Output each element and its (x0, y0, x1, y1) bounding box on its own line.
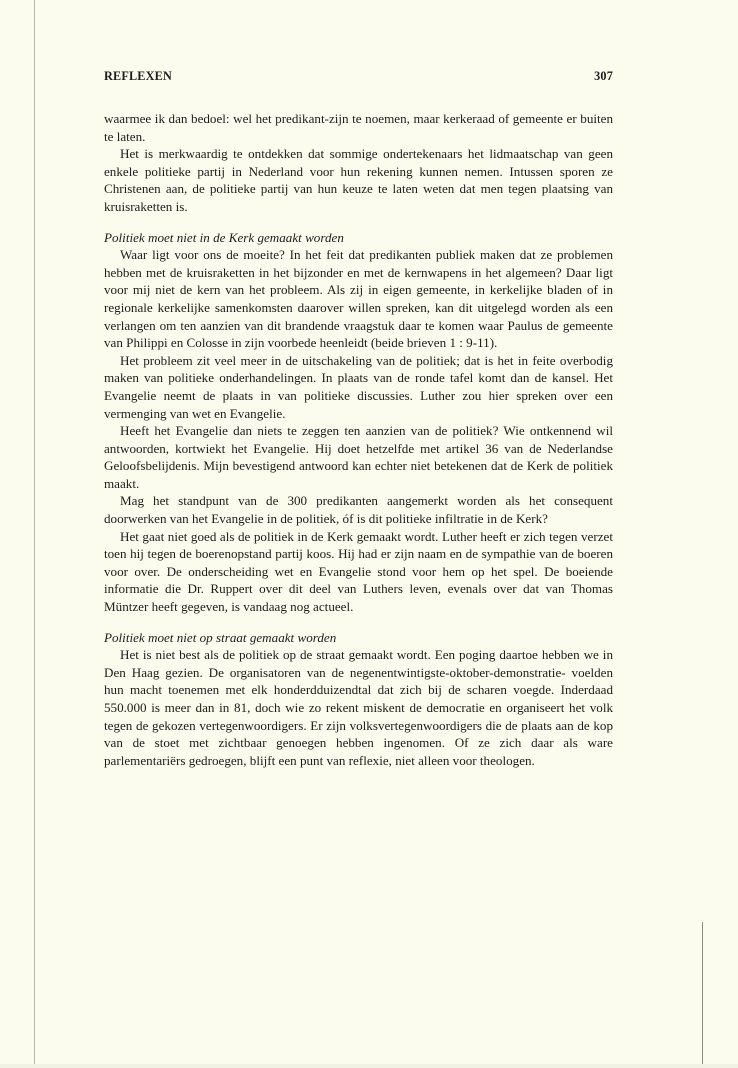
running-title: REFLEXEN (104, 69, 172, 83)
section-heading: Politiek moet niet op straat gemaakt worden (104, 629, 337, 645)
body-text (104, 110, 613, 769)
page-edge-right (702, 922, 703, 1068)
page-edge-bottom (0, 1064, 738, 1068)
paragraph: waarmee ik dan bedoel: wel het predikant-zijn te noemen, maar kerkeraad of gemeente er buiten te laten. (104, 111, 613, 144)
page-edge-left (34, 0, 35, 1068)
paragraph: Heeft het Evangelie dan niets te zeggen ten aanzien van de politiek? Wie ontkennend wil antwoorden, kortwiekt het Evangelie. Hij doet hetzelfde met artikel 36 van de Nederlandse Geloofsbelijdenis. Mijn bevestigend antwoord kan echter niet betekenen dat de Kerk de politiek maakt. (104, 423, 613, 491)
running-head (104, 69, 613, 84)
paragraph: Het gaat niet goed als de politiek in de Kerk gemaakt wordt. Luther heeft er zich tegen verzet toen hij tegen de boerenopstand partij koos. Hij had er zijn naam en de sympathie van de boeren voor over. De onderscheiding wet en Evangelie stond voor hem op het spel. De boeiende informatie die Dr. Ruppert over dit deel van Luthers leven, evenals over dat van Thomas Müntzer heeft gegeven, is vandaag nog actueel. (104, 528, 613, 615)
paragraph: Mag het standpunt van de 300 predikanten aangemerkt worden als het consequent doorwerken van het Evangelie in de politiek, óf is dit politieke infiltratie in de Kerk? (104, 493, 613, 527)
section-heading: Politiek moet niet in de Kerk gemaakt worden (104, 229, 344, 245)
paragraph: Waar ligt voor ons de moeite? In het feit dat predikanten publiek maken dat ze problemen hebben met de kruisraketten in het bijzonder en met de kernwapens in het algemeen? Daar ligt voor mij niet de kern van het probleem. Als zij in eigen gemeente, in kerkelijke bladen of in regionale kerkelijke samenkomsten daarover willen spreken, kan dit uitgelegd worden als een verlangen om ten aanzien van dit brandende vraagstuk daar te komen waar Paulus de gemeente van Philippi en Colosse in zijn voorbede heenleidt (beide brieven 1 : 9-11). (104, 247, 613, 351)
paragraph: Het is niet best als de politiek op de straat gemaakt wordt. Een poging daartoe hebben we in Den Haag gezien. De organisatoren van de negenentwintigste-oktober-demonstratie- voelden hun macht toenemen met elk honderdduizendtal dat zich bij de scharen voegde. Inderdaad 550.000 is meer dan in 81, doch wie zo rekent miskent de democratie en organiseert het volk tegen de gekozen vertegenwoordigers. Er zijn volksvertegenwoordigers die de plaats aan de kop van de stoet met zichtbaar genoegen hebben ingenomen. Of ze zich daar als ware parlementariërs gedroegen, blijft een punt van reflexie, niet alleen voor theologen. (104, 647, 613, 768)
paragraph: Het is merkwaardig te ontdekken dat sommige ondertekenaars het lidmaatschap van geen enkele politieke partij in Nederland voor hun rekening kunnen nemen. Intussen sporen ze Christenen aan, de politieke partij van hun keuze te laten weten dat men tegen plaatsing van kruisraketten is. (104, 146, 613, 214)
paragraph: Het probleem zit veel meer in de uitschakeling van de politiek; dat is het in feite overbodig maken van politieke onderhandelingen. In plaats van de ronde tafel komt dan de kansel. Het Evangelie neemt de plaats in van politieke discussies. Luther zou hier spreken over een vermenging van wet en Evangelie. (104, 352, 613, 421)
page-number: 307 (594, 69, 613, 83)
